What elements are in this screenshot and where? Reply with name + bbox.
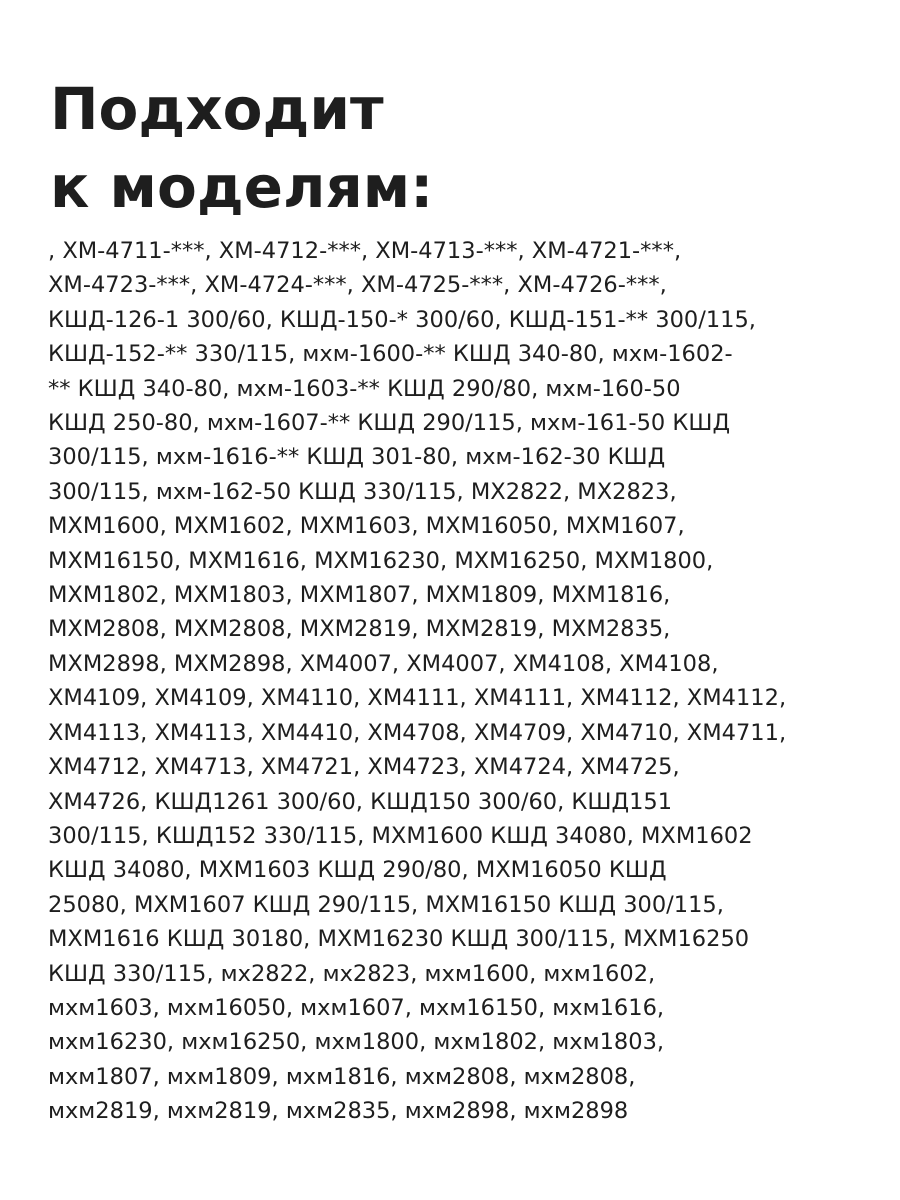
- models-line: мхм2819, мхм2819, мхм2835, мхм2898, мхм2898: [48, 1098, 629, 1125]
- models-line: ХМ-4723-***, ХМ-4724-***, ХМ-4725-***, ХМ-4726-***,: [48, 272, 667, 299]
- models-line: мхм1807, мхм1809, мхм1816, мхм2808, мхм2808,: [48, 1063, 636, 1090]
- models-line: 25080, МХМ1607 КШД 290/115, МХМ16150 КШД 300/115,: [48, 891, 724, 918]
- models-line: МХМ1600, МХМ1602, МХМ1603, МХМ16050, МХМ1607,: [48, 513, 685, 540]
- models-line: ХМ4109, ХМ4109, ХМ4110, ХМ4111, ХМ4111, ХМ4112, ХМ4112,: [48, 685, 787, 712]
- models-line: 300/115, КШД152 330/115, МХМ1600 КШД 34080, МХМ1602: [48, 822, 753, 849]
- models-line: 300/115, мхм-1616-** КШД 301-80, мхм-162-30 КШД: [48, 444, 666, 471]
- models-line: ** КШД 340-80, мхм-1603-** КШД 290/80, мхм-160-50: [48, 375, 681, 402]
- title-line-1: Подходит: [50, 75, 384, 143]
- title-line-2: к моделям:: [50, 153, 434, 221]
- models-line: ХМ4712, ХМ4713, ХМ4721, ХМ4723, ХМ4724, ХМ4725,: [48, 754, 680, 781]
- models-line: КШД 250-80, мхм-1607-** КШД 290/115, мхм-161-50 КШД: [48, 410, 731, 437]
- compatible-models-list: [48, 234, 888, 1129]
- models-line: ХМ4113, ХМ4113, ХМ4410, ХМ4708, ХМ4709, ХМ4710, ХМ4711,: [48, 719, 787, 746]
- models-line: КШД 330/115, мх2822, мх2823, мхм1600, мхм1602,: [48, 960, 656, 987]
- models-line: МХМ1616 КШД 30180, МХМ16230 КШД 300/115, МХМ16250: [48, 926, 750, 953]
- page-title: [50, 70, 433, 226]
- models-line: КШД-152-** 330/115, мхм-1600-** КШД 340-80, мхм-1602-: [48, 341, 733, 368]
- models-line: КШД 34080, МХМ1603 КШД 290/80, МХМ16050 КШД: [48, 857, 667, 884]
- models-line: мхм1603, мхм16050, мхм1607, мхм16150, мхм1616,: [48, 994, 665, 1021]
- models-line: МХМ2898, МХМ2898, ХМ4007, ХМ4007, ХМ4108, ХМ4108,: [48, 650, 719, 677]
- models-line: КШД-126-1 300/60, КШД-150-* 300/60, КШД-151-** 300/115,: [48, 306, 756, 333]
- models-line: , ХМ-4711-***, ХМ-4712-***, ХМ-4713-***, ХМ-4721-***,: [48, 238, 682, 264]
- models-line: МХМ16150, МХМ1616, МХМ16230, МХМ16250, МХМ1800,: [48, 547, 714, 574]
- models-line: 300/115, мхм-162-50 КШД 330/115, МХ2822, МХ2823,: [48, 478, 677, 505]
- models-line: МХМ1802, МХМ1803, МХМ1807, МХМ1809, МХМ1816,: [48, 582, 671, 609]
- models-line: мхм16230, мхм16250, мхм1800, мхм1802, мхм1803,: [48, 1029, 665, 1056]
- models-line: ХМ4726, КШД1261 300/60, КШД150 300/60, КШД151: [48, 788, 673, 815]
- models-line: МХМ2808, МХМ2808, МХМ2819, МХМ2819, МХМ2835,: [48, 616, 671, 643]
